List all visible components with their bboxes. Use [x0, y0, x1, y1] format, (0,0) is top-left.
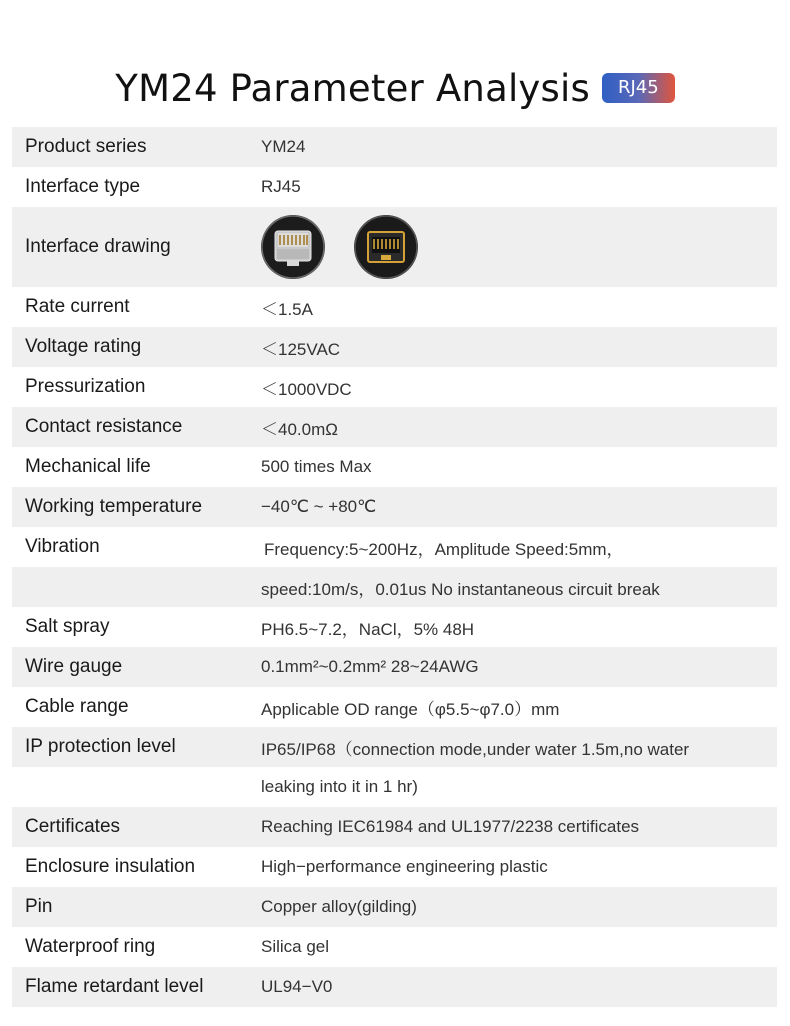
row-label: Working temperature: [25, 496, 203, 517]
row-value: ＜1.5A: [261, 299, 313, 319]
row-value: speed:10m/s，0.01us No instantaneous circuit break: [261, 579, 660, 599]
table-row: [12, 407, 777, 447]
row-value: UL94−V0: [261, 977, 333, 996]
page-title: YM24 Parameter Analysis: [115, 66, 590, 110]
row-value: ＜1000VDC: [261, 379, 352, 399]
row-value: ＜40.0mΩ: [261, 419, 338, 439]
table-row: [12, 967, 777, 1007]
row-label: Contact resistance: [25, 416, 183, 437]
row-label: Waterproof ring: [25, 936, 156, 957]
interface-drawing-images: [261, 215, 777, 279]
row-value: YM24: [261, 137, 306, 156]
row-label: Vibration: [25, 536, 100, 557]
table-row: [12, 927, 777, 967]
table-row: [12, 847, 777, 887]
row-label: Pin: [25, 896, 53, 917]
row-label: Pressurization: [25, 376, 146, 397]
table-row: [12, 367, 777, 407]
row-value: 0.1mm²~0.2mm² 28~24AWG: [261, 657, 479, 676]
row-label: Rate current: [25, 296, 130, 317]
row-label: Certificates: [25, 816, 121, 837]
table-row: [12, 687, 777, 727]
row-label: Salt spray: [25, 616, 110, 637]
row-label: Product series: [25, 136, 147, 157]
page-header: [0, 60, 790, 116]
table-row: [12, 487, 777, 527]
row-label: IP protection level: [25, 736, 176, 757]
row-value: Silica gel: [261, 937, 330, 956]
table-row: [12, 207, 777, 287]
table-row: [12, 287, 777, 327]
row-value: Reaching IEC61984 and UL1977/2238 certificates: [261, 817, 640, 836]
table-row: [12, 167, 777, 207]
row-label: Flame retardant level: [25, 976, 204, 997]
row-value: −40℃ ~ +80℃: [261, 497, 377, 516]
table-row: [12, 887, 777, 927]
table-row: [12, 727, 777, 767]
row-value: Frequency:5~200Hz，Amplitude Speed:5mm，: [264, 539, 624, 559]
table-row: [12, 607, 777, 647]
row-label: Mechanical life: [25, 456, 151, 477]
row-value: Copper alloy(gilding): [261, 897, 417, 916]
table-row: [12, 807, 777, 847]
row-value: 500 times Max: [261, 457, 372, 476]
table-row: [12, 767, 777, 807]
table-row: [12, 327, 777, 367]
table-row: [12, 127, 777, 167]
row-value: Applicable OD range（φ5.5~φ7.0）mm: [261, 699, 560, 719]
rj45-plug-image: [261, 215, 325, 279]
row-label: Interface drawing: [25, 236, 171, 257]
row-value: leaking into it in 1 hr): [261, 777, 418, 796]
table-row: [12, 447, 777, 487]
row-value: IP65/IP68（connection mode,under water 1.5m,no water: [261, 739, 690, 759]
row-value: RJ45: [261, 177, 301, 196]
row-label: Cable range: [25, 696, 129, 717]
row-value: PH6.5~7.2，NaCl，5% 48H: [261, 619, 475, 639]
parameter-table: [12, 127, 777, 1007]
table-row: [12, 647, 777, 687]
row-value: ＜125VAC: [261, 339, 341, 359]
table-row: [12, 567, 777, 607]
row-label: Interface type: [25, 176, 141, 197]
connector-type-badge: RJ45: [602, 73, 675, 103]
row-label: Wire gauge: [25, 656, 123, 677]
row-label: Voltage rating: [25, 336, 142, 357]
row-value: High−performance engineering plastic: [261, 857, 548, 876]
rj45-jack-image: [354, 215, 418, 279]
table-row: [12, 527, 777, 567]
row-label: Enclosure insulation: [25, 856, 196, 877]
